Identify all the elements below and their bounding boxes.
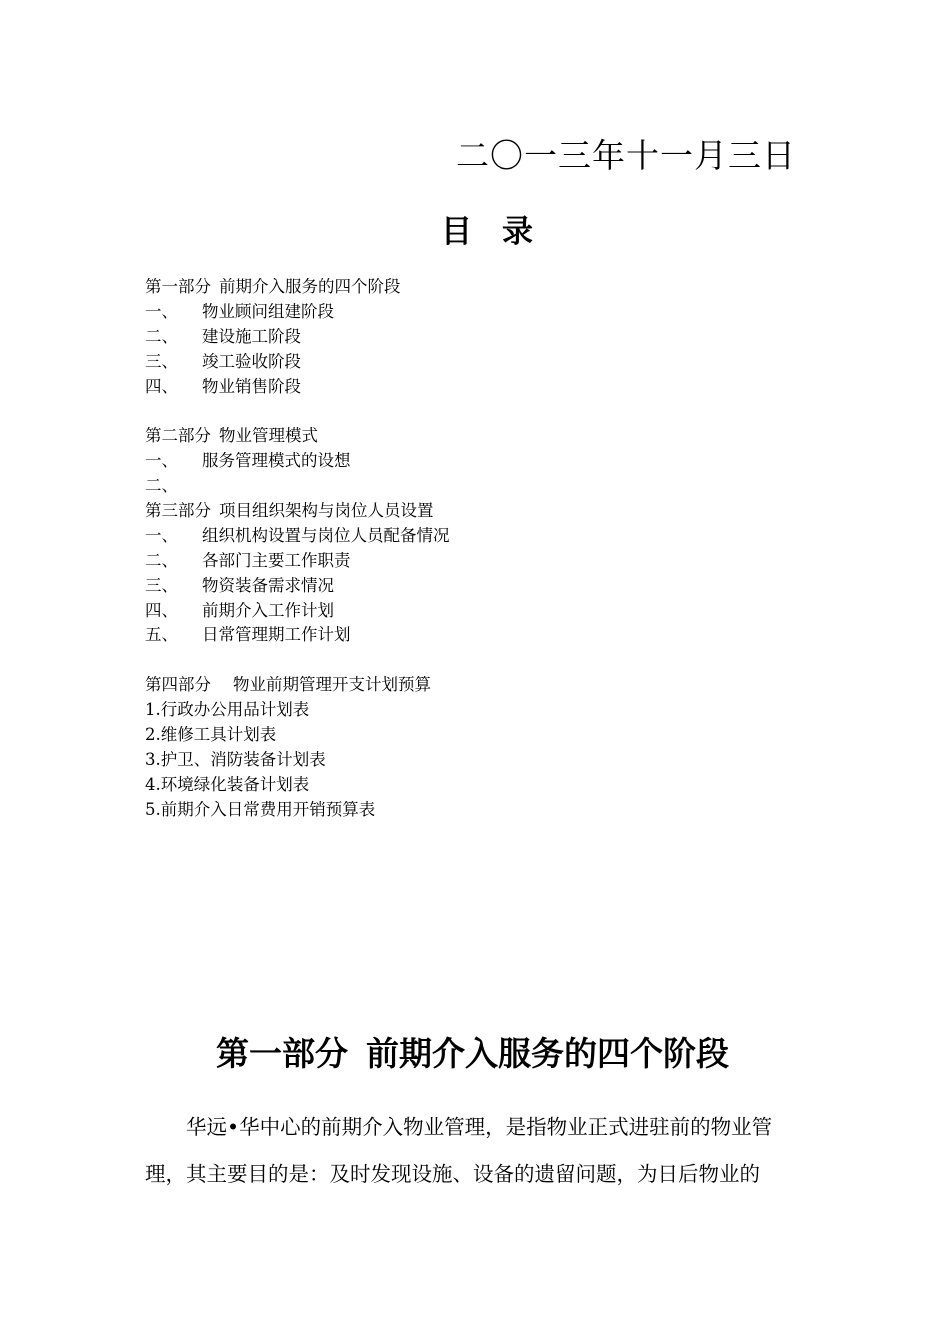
section-heading-label: 第一部分 [216, 1034, 348, 1073]
section-heading-title: 前期介入服务的四个阶段 [366, 1034, 729, 1073]
body-paragraph [145, 1104, 835, 1198]
toc-item-number: 一、 [145, 525, 178, 545]
toc-item-number: 五、 [145, 625, 178, 645]
toc-item[interactable] [145, 350, 450, 375]
toc-item[interactable] [145, 325, 450, 350]
document-date: 二〇一三年十一月三日 [456, 136, 796, 175]
toc-item[interactable] [145, 623, 450, 648]
toc-item[interactable]: 5.前期介入日常费用开销预算表 [145, 799, 376, 819]
toc-item-number: 四、 [145, 600, 178, 620]
toc-item-text: 日常管理期工作计划 [202, 625, 351, 645]
toc-item-number: 一、 [145, 451, 178, 471]
toc-item-number: 二、 [145, 476, 178, 496]
toc-part-title: 物业前期管理开支计划预算 [233, 675, 431, 695]
toc-item-text: 建设施工阶段 [202, 326, 301, 346]
toc-item[interactable] [145, 574, 450, 599]
toc-item-text: 前期介入工作计划 [202, 600, 334, 620]
toc-item[interactable] [145, 449, 450, 474]
toc-title-right: 录 [502, 214, 533, 250]
toc-item-text: 服务管理模式的设想 [202, 451, 351, 471]
toc-title [441, 206, 533, 251]
toc-part-title: 前期介入服务的四个阶段 [219, 277, 401, 296]
toc-item[interactable] [145, 300, 450, 325]
toc-item-number: 四、 [145, 376, 178, 396]
toc-item[interactable]: 4.环境绿化装备计划表 [145, 774, 310, 794]
toc-part-title: 物业管理模式 [219, 426, 318, 446]
toc-item-number: 一、 [145, 301, 178, 321]
toc-item-text: 物业顾问组建阶段 [202, 301, 334, 321]
toc-spacer [145, 648, 450, 673]
toc-part-label: 第四部分 [145, 675, 211, 695]
toc-item[interactable] [145, 524, 450, 549]
body-line: 理，其主要目的是：及时发现设施、设备的遗留问题，为日后物业的 [145, 1162, 760, 1186]
toc-item[interactable] [145, 375, 450, 400]
toc-part-label: 第一部分 [145, 277, 211, 296]
toc-item[interactable] [145, 549, 450, 574]
toc-part-label: 第三部分 [145, 501, 211, 521]
toc-title-left: 目 [441, 214, 472, 250]
toc-item-number: 二、 [145, 550, 178, 570]
toc-item[interactable] [145, 474, 450, 499]
toc-item-text: 各部门主要工作职责 [202, 550, 351, 570]
toc-part-label: 第二部分 [145, 426, 211, 446]
toc-part-2[interactable] [145, 424, 450, 449]
table-of-contents [145, 275, 450, 823]
toc-item-number: 三、 [145, 351, 178, 371]
section-heading [216, 1028, 729, 1075]
toc-part-1[interactable] [145, 275, 450, 300]
toc-spacer [145, 399, 450, 424]
toc-item-text: 组织机构设置与岗位人员配备情况 [202, 525, 450, 545]
toc-part-4[interactable] [145, 673, 450, 698]
toc-item[interactable]: 1.行政办公用品计划表 [145, 700, 310, 720]
toc-item-text: 物业销售阶段 [202, 376, 301, 396]
toc-item[interactable]: 2.维修工具计划表 [145, 725, 277, 745]
toc-item-text: 竣工验收阶段 [202, 351, 301, 371]
toc-item-text: 物资装备需求情况 [202, 575, 334, 595]
toc-part-title: 项目组织架构与岗位人员设置 [219, 501, 434, 521]
toc-item-number: 二、 [145, 326, 178, 346]
toc-part-3[interactable] [145, 499, 450, 524]
body-line: 华远•华中心的前期介入物业管理，是指物业正式进驻前的物业管 [186, 1115, 773, 1139]
toc-item[interactable] [145, 599, 450, 624]
toc-item-number: 三、 [145, 575, 178, 595]
toc-item[interactable]: 3.护卫、消防装备计划表 [145, 749, 326, 769]
